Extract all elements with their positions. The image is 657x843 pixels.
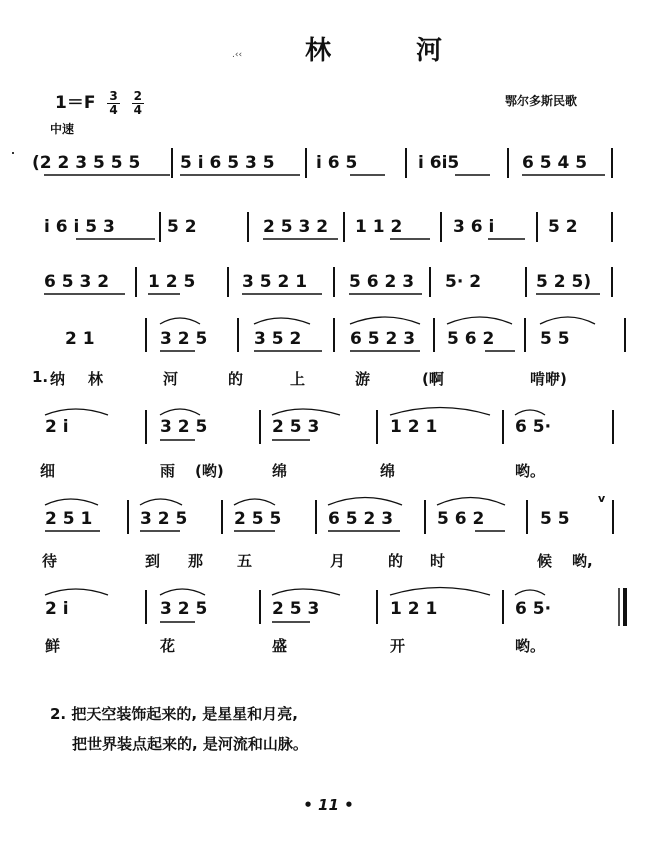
meter-2-4: $\frac{2}{4}$ — [133, 89, 143, 117]
measure: i 6 i 5 3 — [44, 217, 115, 237]
lyric: 候 — [537, 552, 553, 570]
page-number: • 11 • — [303, 796, 354, 814]
attribution: 鄂尔多斯民歌 — [505, 94, 578, 108]
lyric: 开 — [390, 637, 406, 655]
lyric: 绵 — [272, 462, 288, 480]
measure: 2 5 5 — [234, 509, 282, 529]
lyric: 上 — [290, 370, 306, 388]
measure: 1 2 1 — [390, 599, 438, 619]
measure: i 6 5 — [316, 153, 358, 173]
measure: (2 2 3 5 5 5 — [32, 153, 141, 173]
measure: 6 5 2 3 — [328, 509, 394, 529]
measure: 3 5 2 — [254, 329, 302, 349]
key-label: 1＝F — [55, 93, 96, 113]
measure: 5· 2 — [445, 272, 482, 292]
lyric-line-4 — [0, 635, 657, 657]
lyric: 五 — [237, 552, 253, 570]
measure: 5 2 — [548, 217, 578, 237]
staff-line-7 — [45, 588, 625, 627]
measure: 2 5 1 — [45, 509, 93, 529]
measure: 6 5· — [515, 599, 552, 619]
measure: 6 5· — [515, 417, 552, 437]
measure: 2 5 3 2 — [263, 217, 329, 237]
lyric-line-2 — [0, 460, 657, 482]
measure: 5 i 6 5 3 5 — [180, 153, 275, 173]
lyric: 细 — [40, 462, 56, 480]
staff-line-6 — [45, 492, 613, 534]
lyric: 花 — [160, 637, 176, 655]
measure: 6 5 3 2 — [44, 272, 110, 292]
tempo-marking: 中速 — [50, 122, 75, 136]
lyric: 时 — [430, 552, 446, 570]
measure: 1 2 1 — [390, 417, 438, 437]
verse-2-line-1: 2. 把天空装饰起来的, 是星星和月亮, — [50, 705, 298, 723]
lyric-verse-number: 1. — [32, 368, 49, 386]
lyric: 哟。 — [515, 462, 546, 480]
lyric: 雨 — [160, 462, 176, 480]
measure: 1 1 2 — [355, 217, 403, 237]
measure: 5 6 2 — [447, 329, 495, 349]
measure: 3 2 5 — [160, 417, 208, 437]
staff-line-3 — [44, 267, 612, 297]
lyric: 的 — [228, 370, 244, 388]
staff-line-2 — [44, 212, 612, 242]
measure: 6 5 4 5 — [522, 153, 588, 173]
lyric: 鲜 — [45, 637, 61, 655]
lyric: 的 — [388, 552, 404, 570]
song-title: 林 河 — [305, 36, 481, 66]
measure: 3 2 5 — [160, 329, 208, 349]
measure: 5 5 — [540, 509, 570, 529]
measure: 5 5 — [540, 329, 570, 349]
measure: 5 6 2 3 — [349, 272, 415, 292]
measure: 2 i — [45, 599, 69, 619]
lyric: 到 — [145, 552, 161, 570]
staff-line-4 — [65, 317, 625, 352]
lyric: (啊 — [422, 370, 444, 388]
measure: 2 5 3 — [272, 417, 320, 437]
lyric: 盛 — [272, 637, 288, 655]
measure: 5 2 5) — [536, 272, 592, 292]
lyric: 待 — [42, 552, 58, 570]
lyric: 河 — [163, 370, 179, 388]
lyric: 啃咿) — [530, 370, 567, 388]
measure: 3 6 i — [453, 217, 495, 237]
measure: 2 5 3 — [272, 599, 320, 619]
lyric-line-1 — [0, 368, 657, 390]
lyric-line-3 — [0, 550, 657, 572]
breath-mark: v — [598, 492, 606, 505]
staff-line-5 — [45, 408, 613, 445]
measure: 5 6 2 — [437, 509, 485, 529]
lyric: 纳 — [50, 370, 66, 388]
measure: 3 2 5 — [160, 599, 208, 619]
lyric: 游 — [355, 370, 371, 388]
measure: 3 2 5 — [140, 509, 188, 529]
measure: 1 2 5 — [148, 272, 196, 292]
measure: 2 1 — [65, 329, 95, 349]
lyric: 月 — [330, 552, 346, 570]
measure: i 6i5 — [418, 153, 460, 173]
lyric: 哟, — [572, 552, 593, 570]
measure: 5 2 — [167, 217, 197, 237]
meter-3-4: $\frac{3}{4}$ — [109, 89, 118, 117]
staff-line-1 — [32, 148, 612, 178]
measure: 2 i — [45, 417, 69, 437]
measure: 6 5 2 3 — [350, 329, 416, 349]
lyric: 哟。 — [515, 637, 546, 655]
lyric: 那 — [188, 552, 204, 570]
lyric: 林 — [88, 370, 104, 388]
verse-2-line-2: 把世界装点起来的, 是河流和山脉。 — [72, 735, 308, 753]
lyric: (哟) — [195, 462, 224, 480]
measure: 3 5 2 1 — [242, 272, 308, 292]
scan-mark: .‹‹ — [232, 50, 243, 60]
lyric: 绵 — [380, 462, 396, 480]
